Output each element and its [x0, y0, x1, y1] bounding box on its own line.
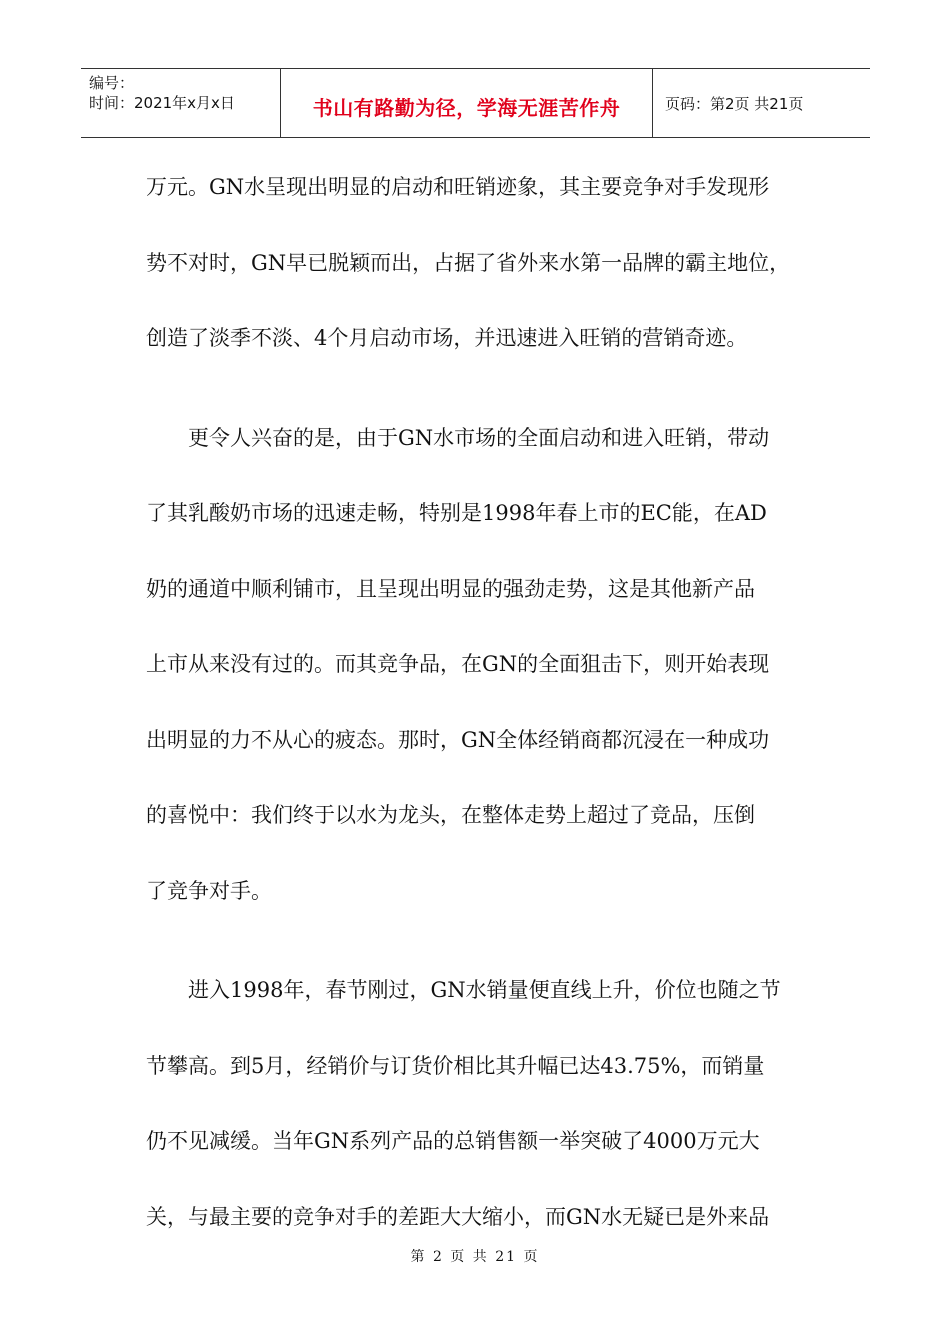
header-motto-cell: [281, 69, 653, 137]
text-line: 节攀高。到5月，经销价与订货价相比其升幅已达43.75%，而销量: [146, 1053, 765, 1078]
text-line: 势不对时，GN早已脱颖而出，占据了省外来水第一品牌的霸主地位，: [146, 250, 791, 275]
text-line: 的喜悦中：我们终于以水为龙头，在整体走势上超过了竞品，压倒: [146, 803, 755, 827]
header-page-cell: [653, 69, 870, 137]
document-number-label: 编号：: [89, 74, 135, 92]
text-line: 出明显的力不从心的疲态。那时，GN全体经销商都沉浸在一种成功: [146, 727, 770, 752]
header-meta-cell: [81, 69, 281, 137]
document-time-label: 时间：2021年x月x日: [89, 94, 235, 112]
text-line: 万元。GN水呈现出明显的启动和旺销迹象，其主要竞争对手发现形: [146, 175, 770, 199]
text-line: 创造了淡季不淡、4个月启动市场，并迅速进入旺销的营销奇迹。: [146, 326, 748, 350]
page-header: [81, 68, 870, 138]
paragraph-1: [146, 166, 806, 393]
header-motto: 书山有路勤为径，学海无涯苦作舟: [312, 95, 621, 120]
text-line: 了其乳酸奶市场的迅速走畅，特别是1998年春上市的EC能，在AD: [146, 501, 767, 525]
text-line: 上市从来没有过的。而其竞争品，在GN的全面狙击下，则开始表现: [146, 652, 770, 676]
paragraph-2: [146, 417, 806, 946]
text-line: 关，与最主要的竞争对手的差距大大缩小，而GN水无疑已是外来品: [146, 1204, 770, 1229]
page-footer: 第 2 页 共 21 页: [410, 1249, 540, 1265]
text-line: 仍不见减缓。当年GN系列产品的总销售额一举突破了4000万元大: [146, 1129, 760, 1153]
text-line: 了竞争对手。: [146, 878, 272, 903]
paragraph-3: [146, 969, 806, 1271]
text-line: 进入1998年，春节刚过，GN水销量便直线上升，价位也随之节: [188, 978, 781, 1002]
text-line: 奶的通道中顺利铺市，且呈现出明显的强劲走势，这是其他新产品: [146, 576, 755, 601]
document-body: [146, 166, 806, 1271]
header-page-info: 页码：第2页 共21页: [665, 94, 804, 113]
text-line: 更令人兴奋的是，由于GN水市场的全面启动和进入旺销，带动: [188, 425, 770, 450]
